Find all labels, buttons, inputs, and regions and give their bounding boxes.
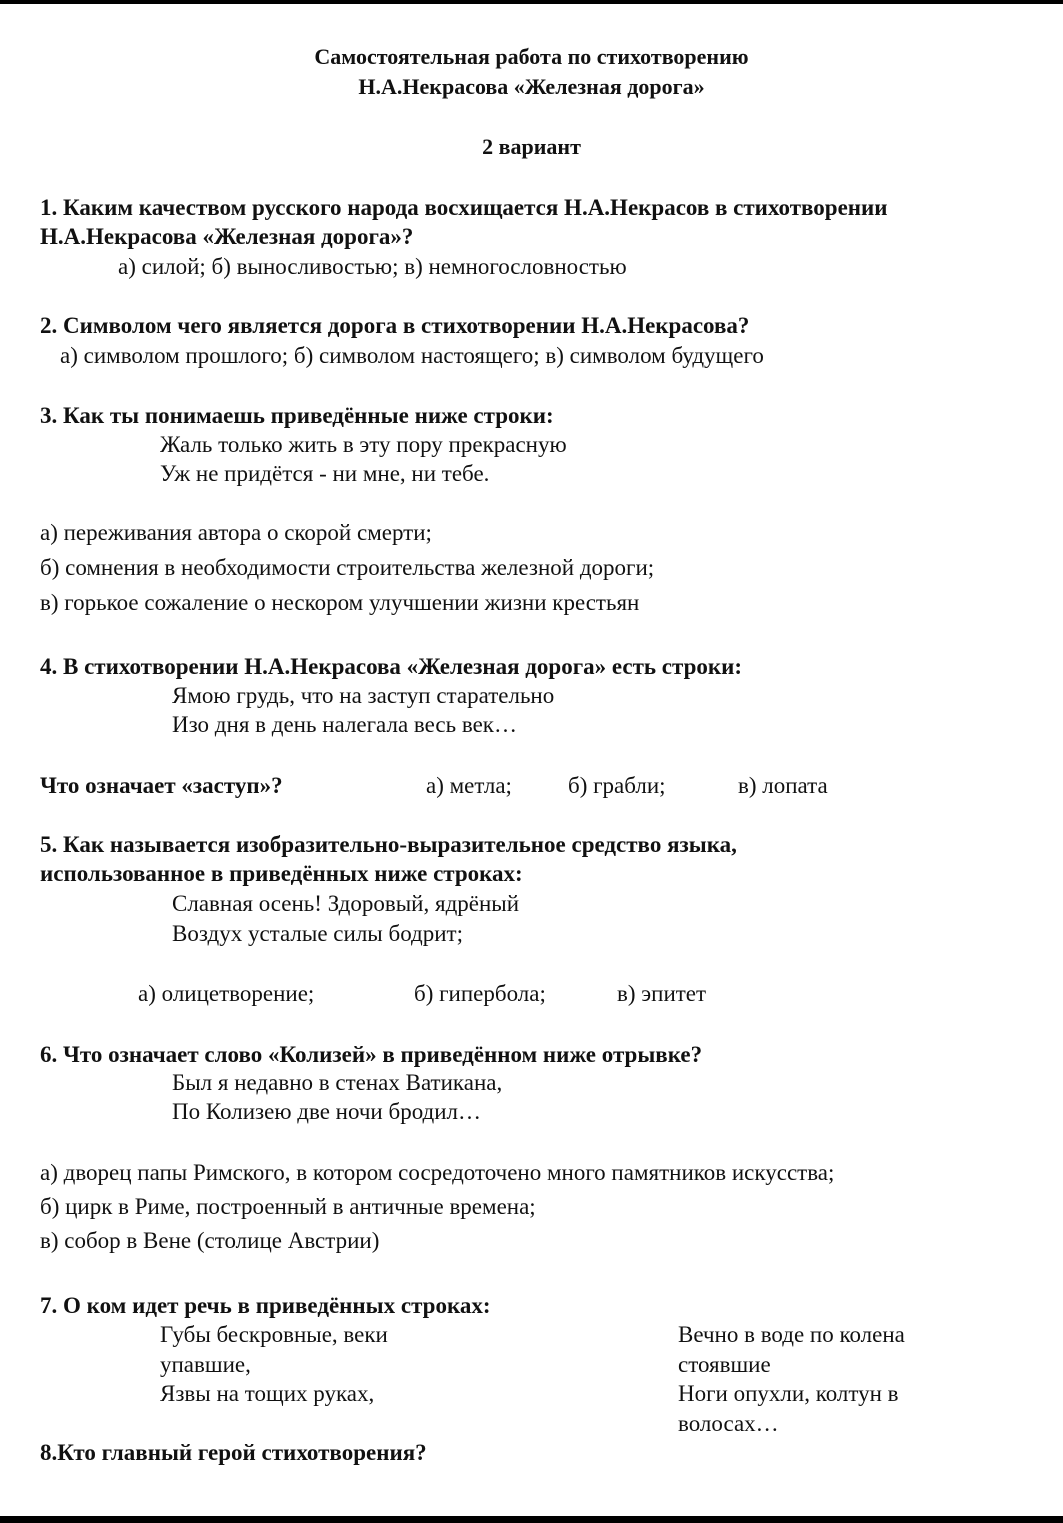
question-1-answers: а) силой; б) выносливостью; в) немногословностью bbox=[118, 254, 627, 279]
question-5-option: а) олицетворение; bbox=[138, 981, 315, 1006]
question-5-line-1: 5. Как называется изобразительно-выразительное средство языка, bbox=[40, 832, 737, 857]
question-4-option: б) грабли; bbox=[568, 773, 666, 798]
question-6-option: в) собор в Вене (столице Австрии) bbox=[40, 1228, 380, 1253]
question-6-verse-line: По Колизею две ночи бродил… bbox=[172, 1099, 482, 1124]
question-5-verse-line: Воздух усталые силы бодрит; bbox=[172, 921, 463, 946]
question-4-option: а) метла; bbox=[426, 773, 512, 798]
question-3-text: 3. Как ты понимаешь приведённые ниже строки: bbox=[40, 403, 554, 428]
question-7-verse-right: стоявшие bbox=[678, 1352, 771, 1377]
question-2-text: 2. Символом чего является дорога в стихотворении Н.А.Некрасова? bbox=[40, 313, 750, 338]
question-3-option: а) переживания автора о скорой смерти; bbox=[40, 520, 432, 545]
question-7-text: 7. О ком идет речь в приведённых строках: bbox=[40, 1293, 491, 1318]
question-7-verse-left: упавшие, bbox=[160, 1352, 251, 1377]
question-2-answers: а) символом прошлого; б) символом настоящего; в) символом будущего bbox=[60, 343, 764, 368]
question-1-line-1: 1. Каким качеством русского народа восхищается Н.А.Некрасов в стихотворении bbox=[40, 195, 888, 220]
question-3-option: б) сомнения в необходимости строительства железной дороги; bbox=[40, 555, 655, 580]
question-7-verse-left: Язвы на тощих руках, bbox=[160, 1381, 375, 1406]
question-6-option: б) цирк в Риме, построенный в античные времена; bbox=[40, 1194, 536, 1219]
question-3-option: в) горькое сожаление о нескором улучшении жизни крестьян bbox=[40, 590, 640, 615]
question-6-option: а) дворец папы Римского, в котором сосредоточено много памятников искусства; bbox=[40, 1160, 835, 1185]
question-6-verse-line: Был я недавно в стенах Ватикана, bbox=[172, 1070, 503, 1095]
question-7-verse-right: Вечно в воде по колена bbox=[678, 1322, 905, 1347]
question-4-option: в) лопата bbox=[738, 773, 828, 798]
variant-label: 2 вариант bbox=[482, 134, 581, 159]
question-4-verse-line: Изо дня в день налегала весь век… bbox=[172, 712, 517, 737]
question-1-line-2: Н.А.Некрасова «Железная дорога»? bbox=[40, 224, 414, 249]
question-8-text: 8.Кто главный герой стихотворения? bbox=[40, 1440, 427, 1465]
question-7-verse-right: Ноги опухли, колтун в bbox=[678, 1381, 899, 1406]
question-7-verse-right: волосах… bbox=[678, 1411, 779, 1436]
question-4-text: 4. В стихотворении Н.А.Некрасова «Железная дорога» есть строки: bbox=[40, 654, 743, 679]
title-line-2: Н.А.Некрасова «Железная дорога» bbox=[358, 74, 705, 99]
question-3-verse-line: Уж не придётся - ни мне, ни тебе. bbox=[160, 461, 490, 486]
question-4-subquestion: Что означает «заступ»? bbox=[40, 773, 283, 798]
question-6-text: 6. Что означает слово «Колизей» в приведённом ниже отрывке? bbox=[40, 1042, 703, 1067]
worksheet-page bbox=[0, 4, 1063, 1516]
question-4-verse-line: Ямою грудь, что на заступ старательно bbox=[172, 683, 555, 708]
question-5-option: б) гипербола; bbox=[414, 981, 546, 1006]
question-7-verse-left: Губы бескровные, веки bbox=[160, 1322, 388, 1347]
title-line-1: Самостоятельная работа по стихотворению bbox=[314, 44, 749, 69]
question-5-option: в) эпитет bbox=[617, 981, 707, 1006]
question-3-verse-line: Жаль только жить в эту пору прекрасную bbox=[160, 432, 567, 457]
question-5-line-2: использованное в приведённых ниже строках: bbox=[40, 861, 523, 886]
question-5-verse-line: Славная осень! Здоровый, ядрёный bbox=[172, 891, 520, 916]
